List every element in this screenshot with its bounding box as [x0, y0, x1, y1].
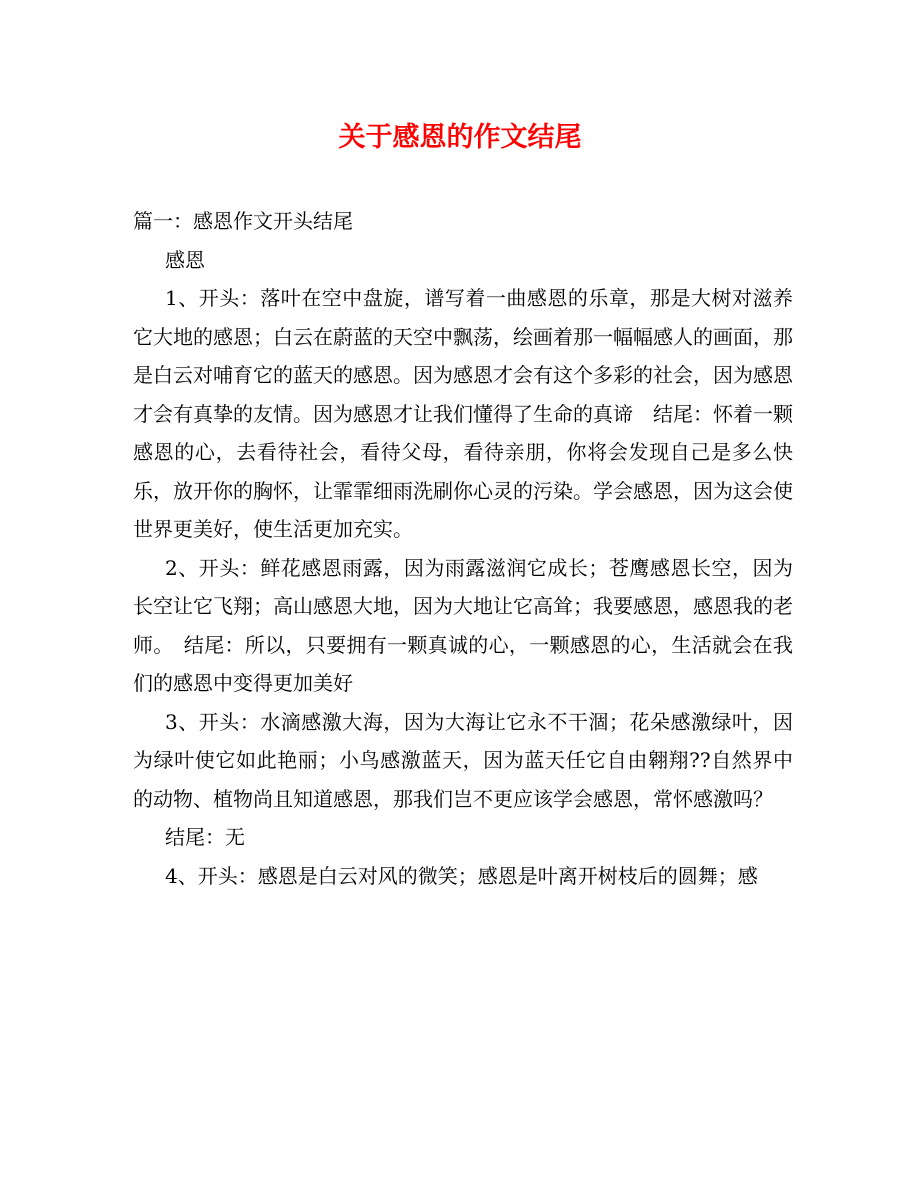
paragraph-ending-none: 结尾：无 [165, 825, 245, 849]
paragraph-1: 1、开头：落叶在空中盘旋，谱写着一曲感恩的乐章，那是大树对滋养它大地的感恩；白云在蔚蓝的天空中飘荡，绘画着那一幅幅感人的画面，那是白云对哺育它的蓝天的感恩。因为感恩才会有这个多彩的社会，因为感恩才会有真挚的友情。因为感恩才让我们懂得了生命的真谛 结尾：怀着一颗感恩的心，去看待社会，看待父母，看待亲朋，你将会发现自己是多么快乐，放开你的胸怀，让霏霏细雨洗刷你心灵的污染。学会感恩，因为这会使世界更美好，使生活更加充实。 [133, 286, 793, 541]
paragraph-3: 3、开头：水滴感激大海，因为大海让它永不干涸；花朵感激绿叶，因为绿叶使它如此艳丽；小鸟感激蓝天，因为蓝天任它自由翱翔??自然界中的动物、植物尚且知道感恩，那我们岂不更应该学会感恩，常怀感激吗？ [133, 709, 793, 811]
paragraph-2: 2、开头：鲜花感恩雨露，因为雨露滋润它成长；苍鹰感恩长空，因为长空让它飞翔；高山感恩大地，因为大地让它高耸；我要感恩，感恩我的老师。 结尾：所以，只要拥有一颗真诚的心，一颗感恩的心，生活就会在我们的感恩中变得更加美好 [133, 555, 793, 695]
subheading: 感恩 [165, 247, 205, 272]
document-title: 关于感恩的作文结尾 [338, 122, 582, 153]
document-body [133, 202, 793, 895]
section-heading: 篇一：感恩作文开头结尾 [133, 209, 353, 233]
paragraph-4: 4、开头：感恩是白云对风的微笑；感恩是叶离开树枝后的圆舞；感 [165, 863, 758, 888]
